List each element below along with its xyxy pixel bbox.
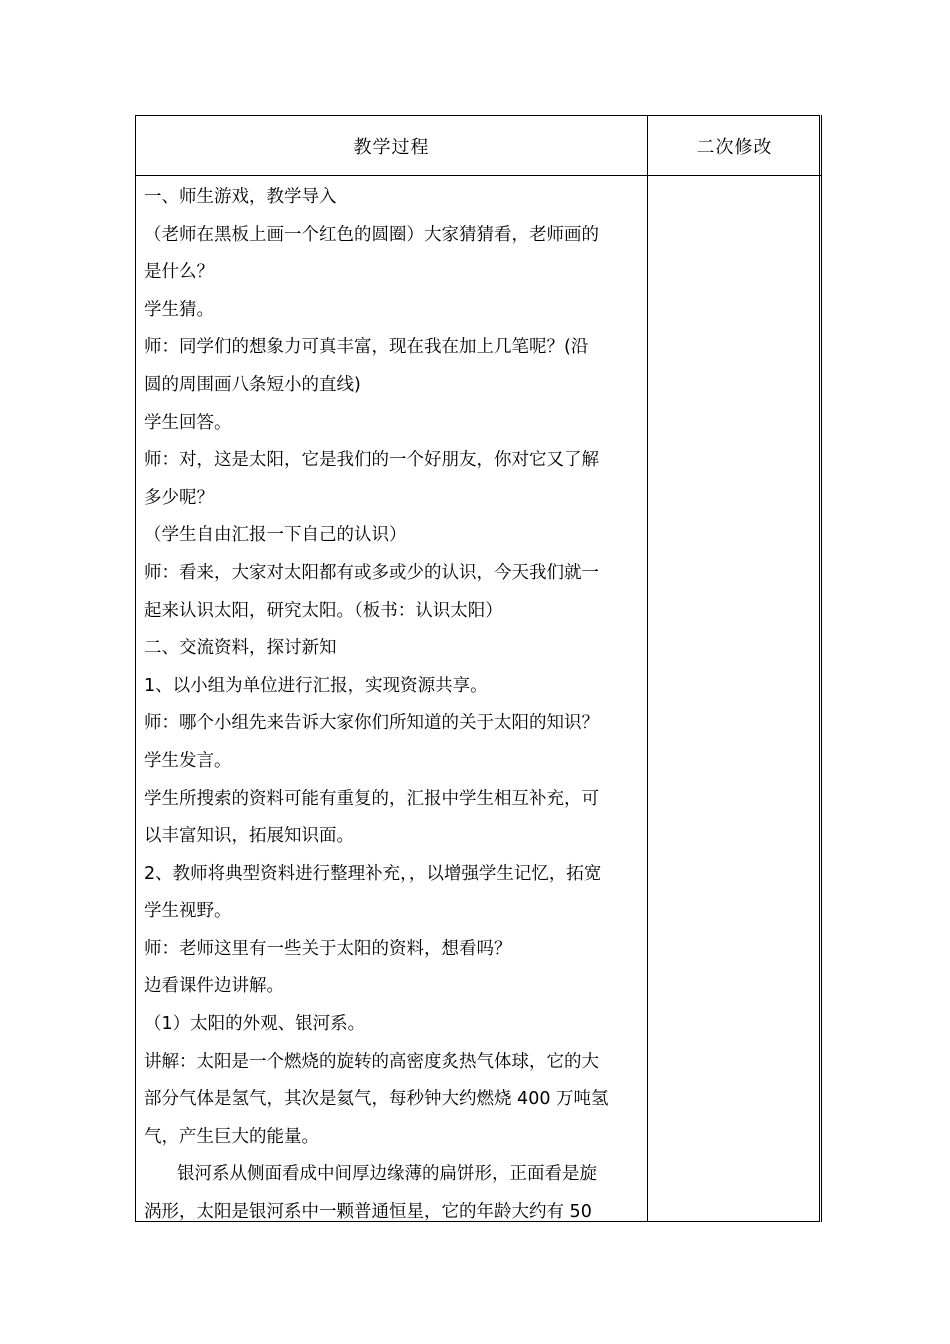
content-line: 涡形，太阳是银河系中一颗普通恒星，它的年龄大约有 50 — [144, 1202, 592, 1223]
content-line: 学生回答。 — [144, 412, 232, 433]
content-line: 银河系从侧面看成中间厚边缘薄的扁饼形，正面看是旋 — [177, 1164, 597, 1185]
content-line: （1）太阳的外观、银河系。 — [144, 1014, 366, 1035]
second-revision-cell — [648, 176, 821, 1221]
teaching-process-cell — [144, 179, 642, 1232]
content-line: 师：看来，大家对太阳都有或多或少的认识，今天我们就一 — [144, 562, 599, 583]
header-second-revision: 二次修改 — [696, 136, 773, 158]
header-teaching-process: 教学过程 — [353, 136, 430, 158]
content-line: 师：对，这是太阳，它是我们的一个好朋友，你对它又了解 — [144, 450, 599, 471]
content-line: 一、师生游戏，教学导入 — [144, 187, 337, 207]
content-line: 学生发言。 — [144, 750, 232, 771]
content-line: 部分气体是氢气，其次是氦气，每秒钟大约燃烧 400 万吨氢 — [144, 1089, 609, 1110]
content-line: 圆的周围画八条短小的直线) — [144, 374, 361, 395]
content-line: 以丰富知识，拓展知识面。 — [144, 826, 354, 847]
content-line: 师：老师这里有一些关于太阳的资料，想看吗？ — [144, 938, 512, 959]
table-right-border — [821, 115, 822, 1222]
content-line: 学生所搜索的资料可能有重复的，汇报中学生相互补充，可 — [144, 788, 599, 809]
content-line: 是什么？ — [144, 262, 214, 283]
content-line: 边看课件边讲解。 — [144, 976, 284, 997]
content-line: 2、教师将典型资料进行整理补充，，以增强学生记忆，拓宽 — [144, 863, 602, 884]
content-line: 气，产生巨大的能量。 — [144, 1126, 319, 1147]
content-line: 多少呢？ — [144, 487, 214, 508]
content-line: （学生自由汇报一下自己的认识） — [144, 525, 407, 546]
content-line: 讲解：太阳是一个燃烧的旋转的高密度炙热气体球，它的大 — [144, 1051, 599, 1072]
content-line: 1、以小组为单位进行汇报，实现资源共享。 — [144, 675, 488, 696]
content-line: 二、交流资料，探讨新知 — [144, 638, 337, 659]
content-line: 师：哪个小组先来告诉大家你们所知道的关于太阳的知识？ — [144, 713, 599, 734]
content-line: 起来认识太阳，研究太阳。（板书：认识太阳） — [144, 600, 503, 621]
content-line: 学生猜。 — [144, 299, 214, 320]
content-line: （老师在黑板上画一个红色的圆圈）大家猜猜看，老师画的 — [144, 224, 599, 245]
content-line: 师：同学们的想象力可真丰富，现在我在加上几笔呢？(沿 — [144, 337, 589, 358]
content-line: 学生视野。 — [144, 901, 232, 922]
